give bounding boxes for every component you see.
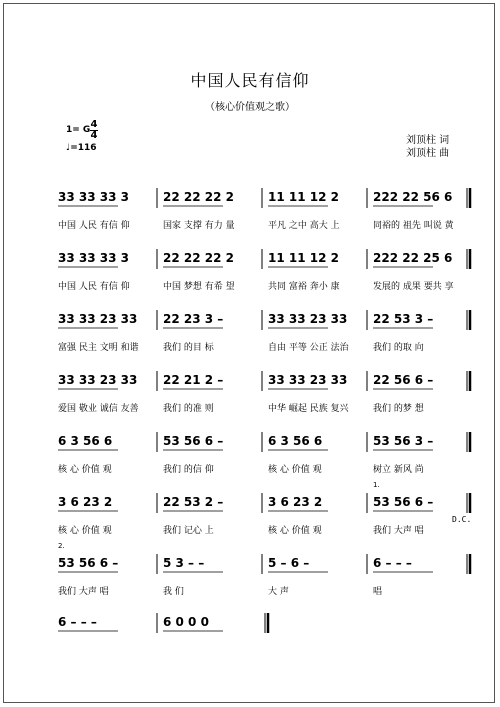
measure-lyric: 唱 [373,587,383,597]
music-system [0,186,500,246]
measure-notes: 33 33 33 3 [58,251,129,265]
measure-notes: 222 22 56 6 [373,190,453,204]
music-system [0,247,500,307]
measure-lyric: 核 心 价值 观 [268,465,322,475]
measure-lyric: 中国 人民 有信 仰 [58,221,130,231]
measure-notes: 6 – – – [373,556,412,570]
measure-notes: 3 6 23 2 [268,495,323,509]
measure-lyric: 树立 新风 尚 [373,465,424,475]
measure-lyric: 我们 的信 仰 [163,465,214,475]
music-system [0,481,500,551]
measure-notes: 22 23 3 – [163,312,224,326]
tempo-marking: ♩=116 [66,143,97,153]
composer-credit: 刘顶柱 曲 [406,148,450,159]
measure-notes: 3 6 23 2 [58,495,113,509]
music-system [0,308,500,368]
measure-lyric: 中国 人民 有信 仰 [58,282,130,292]
measure-notes: 33 33 23 33 [268,312,348,326]
measure-lyric: 共同 富裕 奔小 康 [268,282,340,292]
measure-notes: 222 22 25 6 [373,251,453,265]
measure-notes: 33 33 23 33 [58,373,138,387]
measure-lyric: 中华 崛起 民族 复兴 [268,404,349,414]
measure-notes: 11 11 12 2 [268,190,339,204]
measure-notes: 53 56 3 – [373,434,434,448]
measure-notes: 33 33 33 3 [58,190,129,204]
measure-notes: 22 21 2 – [163,373,224,387]
da-capo-marker: D.C. [452,515,472,524]
measure-notes: 6 0 0 0 [163,615,209,629]
measure-notes: 53 56 6 – [373,495,434,509]
measure-notes: 6 – – – [58,615,97,629]
measure-notes: 33 33 23 33 [268,373,348,387]
measure-lyric: 核 心 价值 观 [58,526,112,536]
measure-lyric: 富强 民主 文明 和谐 [58,343,139,353]
music-system [0,369,500,429]
time-signature [90,120,98,141]
time-signature-bottom: 4 [90,130,98,141]
measure-lyric: 国家 支撑 有力 量 [163,221,235,231]
measure-lyric: 我们 大声 唱 [373,526,424,536]
music-system [0,611,500,671]
measure-lyric: 我们 的准 则 [163,404,214,414]
measure-lyric: 平凡 之中 高大 上 [268,221,340,231]
measure-lyric: 中国 梦想 有希 望 [163,282,235,292]
measure-lyric: 我们 大声 唱 [58,587,109,597]
measure-notes: 5 – 6 – [268,556,310,570]
measure-lyric: 我们 的取 向 [373,343,424,353]
measure-notes: 11 11 12 2 [268,251,339,265]
measure-lyric: 同裕的 祖先 叫说 黄 [373,221,454,231]
measure-lyric: 核 心 价值 观 [268,526,322,536]
measure-lyric: 自由 平等 公正 法治 [268,343,349,353]
measure-notes: 33 33 23 33 [58,312,138,326]
measure-notes: 22 22 22 2 [163,190,234,204]
measure-notes: 6 3 56 6 [268,434,323,448]
measure-lyric: 我 们 [163,587,184,597]
song-title: 中国人民有信仰 [190,71,310,90]
measure-notes: 6 3 56 6 [58,434,113,448]
measure-notes: 22 53 3 – [373,312,434,326]
measure-notes: 22 56 6 – [373,373,434,387]
measure-notes: 53 56 6 – [58,556,119,570]
measure-lyric: 我们 的梦 想 [373,404,424,414]
measure-notes: 53 56 6 – [163,434,224,448]
song-subtitle: （核心价值观之歌） [205,102,295,113]
music-system [0,542,500,612]
lyricist-credit: 刘顶柱 词 [406,135,450,146]
volta-marker: 1. [373,481,380,489]
music-system [0,430,500,490]
measure-lyric: 爱国 敬业 诚信 友善 [58,404,139,414]
key-signature: 1= G [66,125,91,135]
measure-lyric: 发展的 成果 要共 享 [373,282,454,292]
measure-notes: 22 22 22 2 [163,251,234,265]
measure-notes: 5 3 – – [163,556,205,570]
measure-lyric: 核 心 价值 观 [58,465,112,475]
time-signature-top: 4 [90,119,98,130]
measure-lyric: 大 声 [268,587,289,597]
volta-marker: 2. [58,542,65,550]
measure-lyric: 我们 的目 标 [163,343,214,353]
measure-notes: 22 53 2 – [163,495,224,509]
measure-lyric: 我们 记心 上 [163,526,214,536]
